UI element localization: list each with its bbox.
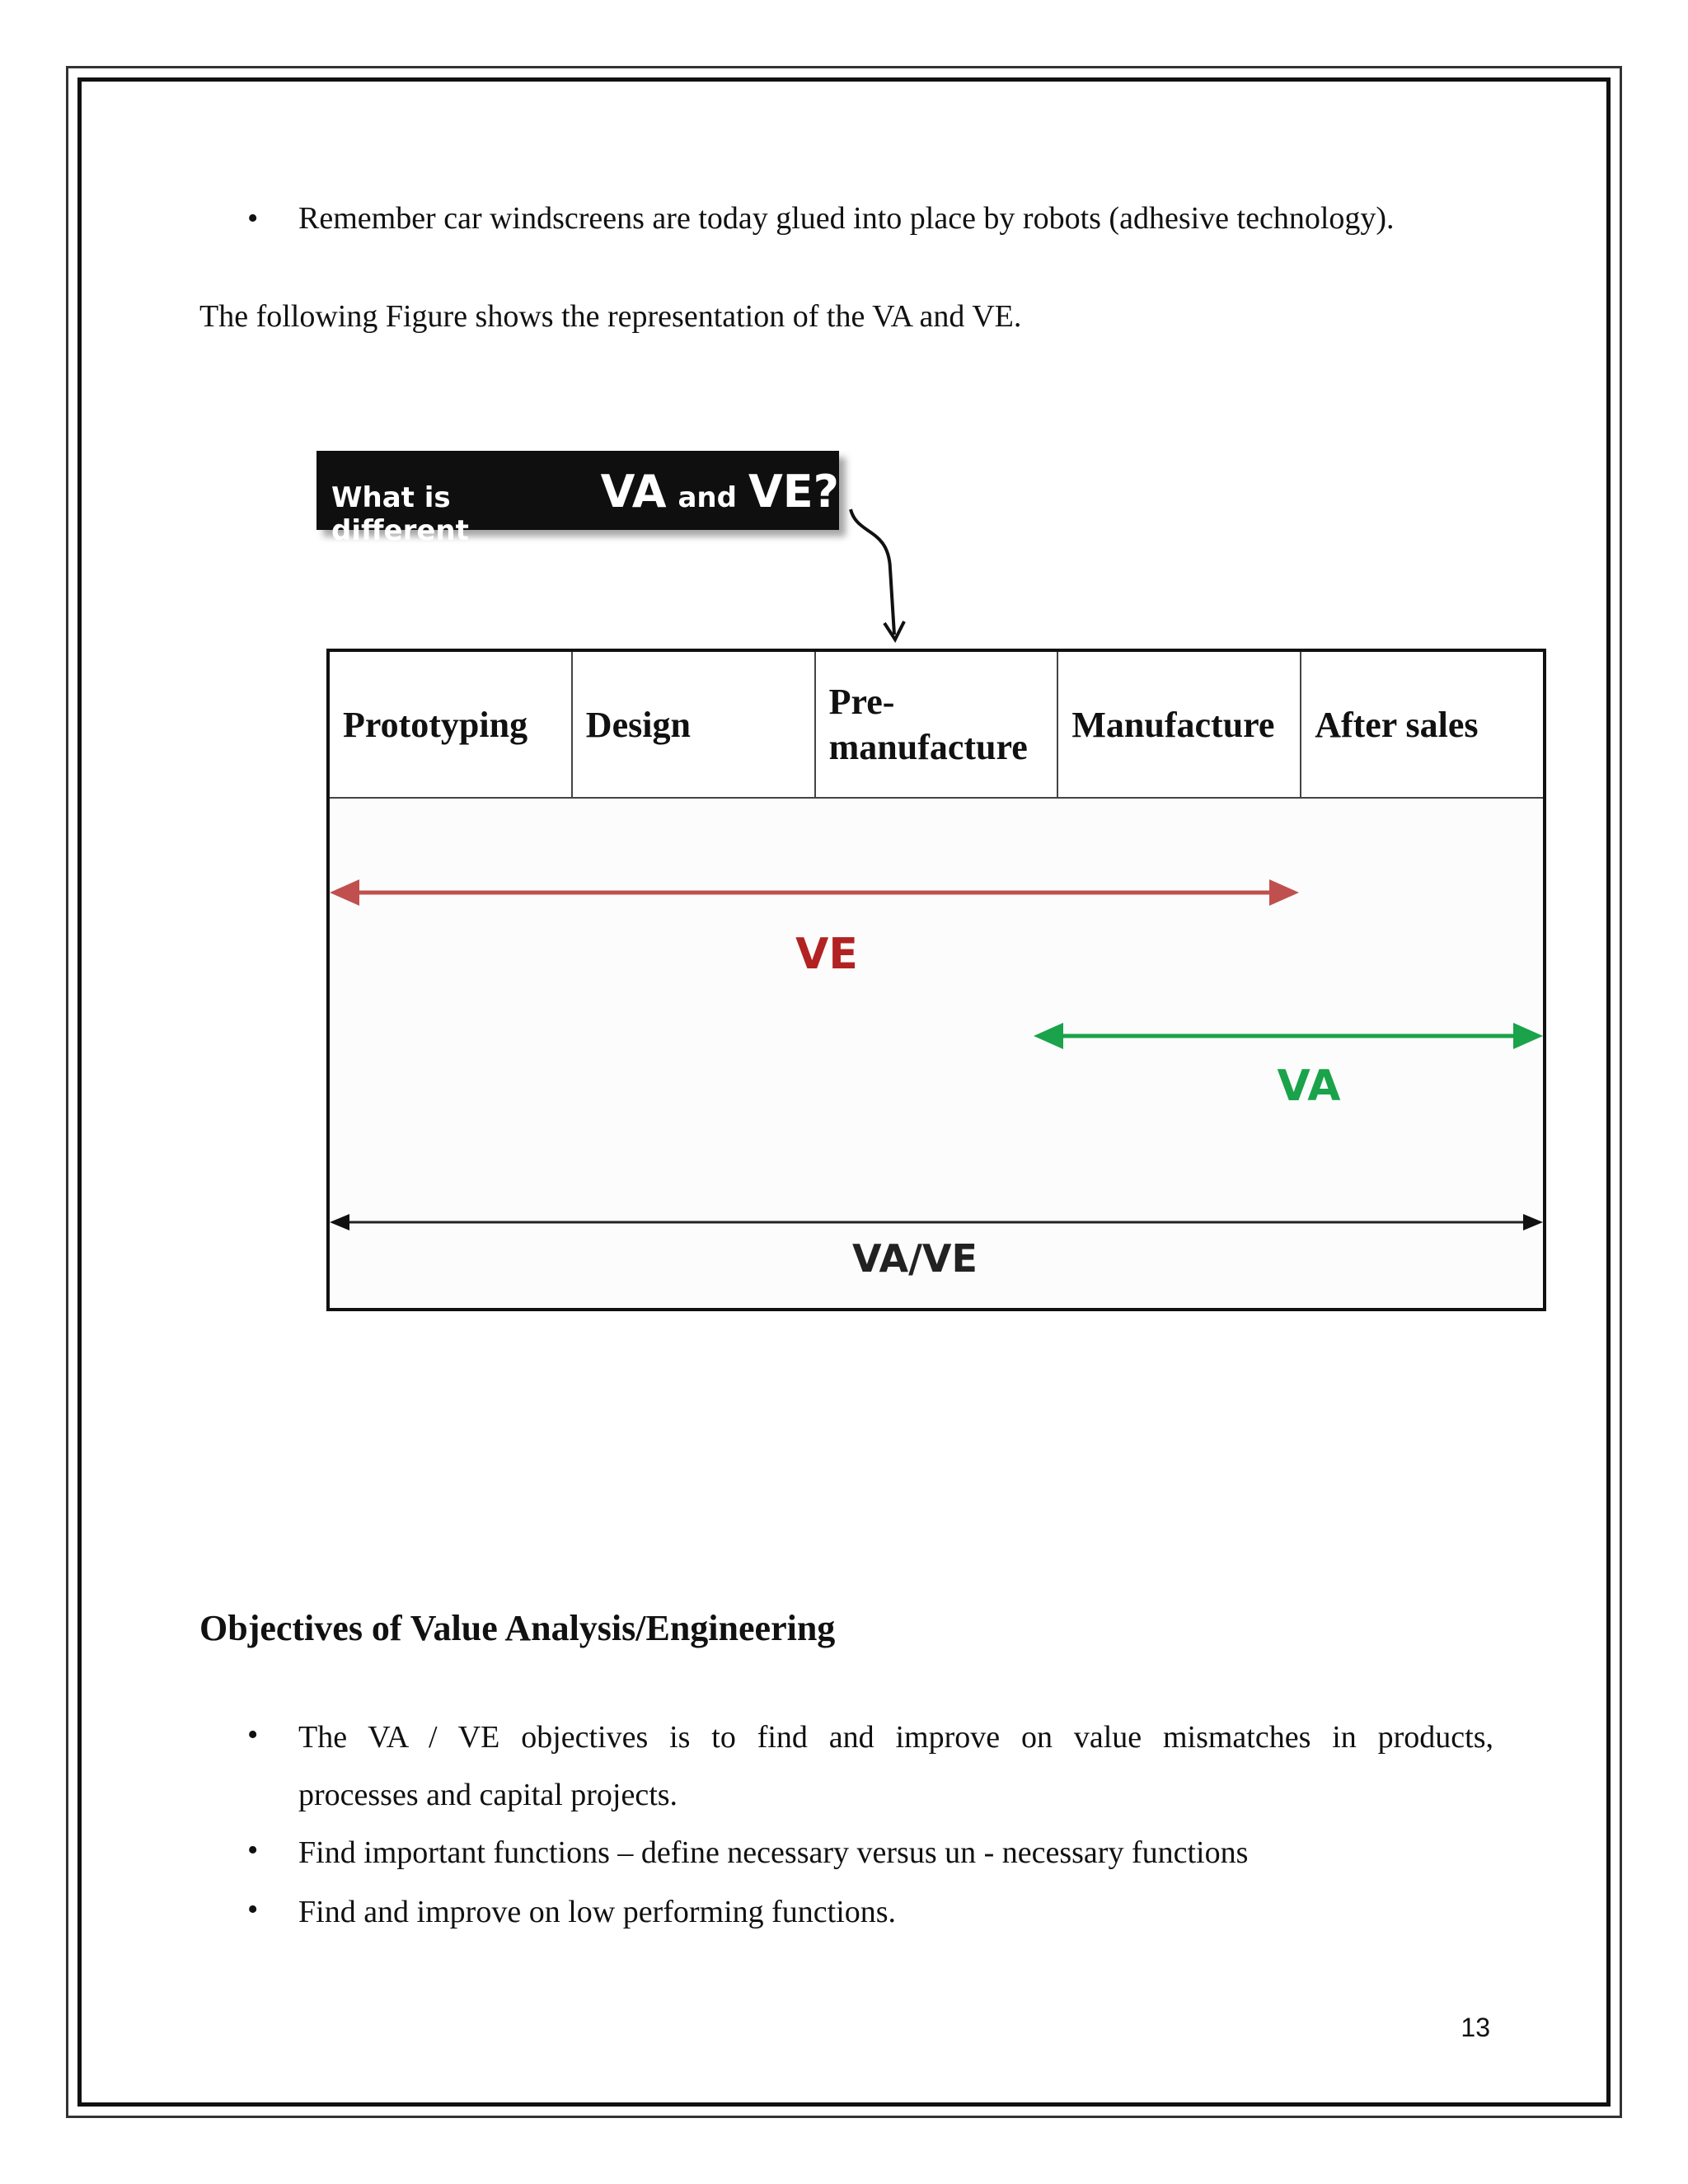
figure-callout [316, 451, 839, 547]
objective-1-line1: The VA / VE objectives is to find and improve on value mismatches in products, [298, 1720, 1493, 1755]
vave-label: VA/VE [852, 1236, 978, 1281]
bullet-item [0, 203, 1688, 244]
bullet-dot: • [247, 201, 259, 236]
vave-arrow-head-left [330, 1214, 349, 1230]
objective-1-line2: processes and capital projects. [298, 1778, 678, 1812]
bullet-text: Remember car windscreens are today glued into place by robots (adhesive technology). [298, 201, 1395, 236]
va-ve-figure [326, 649, 1546, 1311]
va-label: VA [1277, 1062, 1341, 1111]
callout-ve: VE? [748, 466, 839, 518]
callout-prefix: What is different [331, 481, 469, 547]
bullet-dot: • [247, 1718, 259, 1752]
section-heading: Objectives of Value Analysis/Engineering [199, 1608, 836, 1648]
figure-arrows [330, 652, 1543, 1308]
objective-2: Find important functions – define necessary versus un - necessary functions [298, 1835, 1249, 1870]
bullet-dot: • [247, 1833, 259, 1868]
stage-label-line: Design [585, 704, 691, 745]
vave-arrow-head-right [1523, 1214, 1543, 1230]
bullet-dot: • [247, 1892, 259, 1927]
stage-label-line: Pre- [828, 682, 895, 722]
ve-arrow-head-left [330, 879, 359, 906]
va-arrow-head-left [1034, 1023, 1063, 1049]
va-arrow-head-right [1513, 1023, 1543, 1049]
page-number: 13 [1461, 2013, 1490, 2042]
intro-paragraph: The following Figure shows the representation of the VA and VE. [199, 299, 1022, 334]
stage-label-line: manufacture [828, 727, 1028, 767]
stage-label-line: Prototyping [343, 704, 528, 745]
objective-3: Find and improve on low performing functions. [298, 1895, 897, 1929]
callout-and: and [678, 481, 737, 514]
ve-arrow-head-right [1269, 879, 1299, 906]
ve-label: VE [795, 930, 858, 979]
callout-va: VA [600, 466, 667, 518]
stage-label-line: Manufacture [1071, 704, 1275, 745]
stage-label-line: After sales [1315, 704, 1479, 745]
